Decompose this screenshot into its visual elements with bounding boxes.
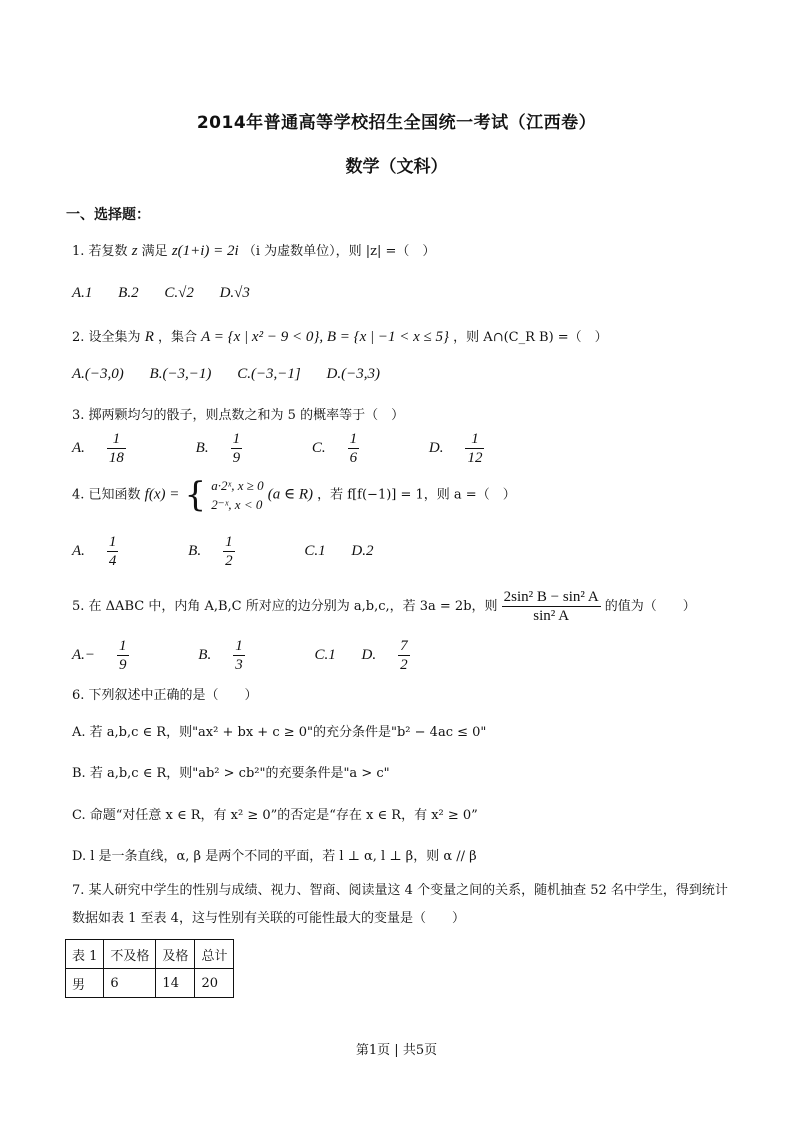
q3-option-d <box>428 431 529 466</box>
q5-a-den: 9 <box>119 657 127 673</box>
q3-a-den: 18 <box>108 450 124 466</box>
question-3: 3. 掷两颗均匀的骰子，则点数之和为 5 的概率等于（ ） <box>72 408 405 423</box>
q4-a-den: 4 <box>108 553 117 569</box>
q1-option-a: A.1 <box>72 285 93 301</box>
q3-option-c <box>311 431 403 466</box>
q4-prefix: 4. 已知函数 <box>72 487 145 503</box>
q5-options <box>72 637 476 674</box>
q3-c-num: 1 <box>349 431 358 447</box>
q4-option-a <box>72 534 162 569</box>
page-footer: 第1页 | 共5页 <box>355 1043 438 1058</box>
q2-option-b: B.(−3,−1) <box>149 366 212 382</box>
q4-condition: (a ∈ R) <box>267 486 314 503</box>
q3-d-letter: D. <box>428 439 444 456</box>
q4-option-c: C.1 <box>304 542 326 559</box>
q6-option-d: D. l 是一条直线，α, β 是两个不同的平面，若 l ⊥ α, l ⊥ β，则 α // β <box>72 849 477 864</box>
q1-var: z <box>131 243 138 259</box>
q5-b-fraction <box>233 637 267 674</box>
q3-d-fraction <box>465 430 506 467</box>
section-heading: 一、选择题： <box>66 207 150 223</box>
q2-option-a: A.(−3,0) <box>72 366 124 382</box>
q4-option-b <box>188 534 278 569</box>
q4-b-fraction <box>223 533 257 570</box>
q1-mid: 满足 <box>141 244 172 259</box>
q4-a-num: 1 <box>108 534 117 550</box>
q3-c-den: 6 <box>349 450 358 466</box>
exam-subtitle: 数学（文科） <box>345 157 448 177</box>
q4-fx: f(x) = <box>144 486 180 503</box>
q5-num: 2sin² B − sin² A <box>503 589 599 605</box>
q1-option-c: C.√2 <box>164 285 194 301</box>
q4-b-letter: B. <box>188 542 202 559</box>
q5-option-c: C.1 <box>314 646 336 663</box>
q2-option-c: C.(−3,−1] <box>237 366 301 382</box>
q5-a-num: 1 <box>119 638 127 654</box>
q5-den: sin² A <box>533 608 570 624</box>
q5-d-den: 2 <box>400 657 408 673</box>
q1-post: （i 为虚数单位），则 |z| =（ ） <box>242 244 436 259</box>
table-cell: 14 <box>156 969 195 998</box>
q3-a-num: 1 <box>107 430 126 449</box>
q3-c-fraction <box>348 430 382 467</box>
q4-post: ，若 f[f(−1)] = 1，则 a =（ ） <box>317 487 516 503</box>
q4-b-num: 1 <box>225 534 233 550</box>
question-5 <box>72 588 696 625</box>
q2-prefix: 2. 设全集为 <box>72 330 141 345</box>
q5-prefix: 5. 在 ΔABC 中，内角 A,B,C 所对应的边分别为 a,b,c,，若 3a = 2b，则 <box>72 599 498 614</box>
table-header-cell: 表 1 <box>66 940 104 969</box>
q5-d-num: 7 <box>400 638 408 654</box>
q4-brace: { <box>184 475 207 515</box>
exam-title: 2014年普通高等学校招生全国统一考试（江西卷） <box>196 113 597 133</box>
q5-b-den: 3 <box>235 657 243 673</box>
table-cell: 男 <box>66 969 104 998</box>
question-1 <box>72 240 435 260</box>
q5-post: 的值为（ ） <box>604 599 696 614</box>
q3-a-fraction <box>107 430 148 467</box>
q2-option-d: D.(−3,3) <box>326 366 380 382</box>
q4-a-letter: A. <box>72 542 85 559</box>
q6-option-b: B. 若 a,b,c ∈ R，则"ab² > cb²"的充要条件是"a > c" <box>72 766 390 781</box>
q4-case-1: a·2ˣ, x ≥ 0 <box>211 478 264 493</box>
q5-a-letter: A.− <box>72 646 96 663</box>
table-header-cell: 总计 <box>195 940 234 969</box>
table-header-cell: 不及格 <box>104 940 156 969</box>
q1-options <box>72 285 272 302</box>
q2-var: R <box>144 329 154 345</box>
q1-prefix: 1. 若复数 <box>72 244 128 259</box>
question-4 <box>72 476 516 514</box>
q4-cases <box>211 476 263 514</box>
q5-a-fraction <box>117 637 151 674</box>
q1-option-b: B.2 <box>118 285 139 301</box>
q2-post: ，则 A∩(C_R B) =（ ） <box>453 330 608 345</box>
q3-options <box>72 430 550 467</box>
q5-d-fraction <box>398 637 432 674</box>
q2-options <box>72 366 402 383</box>
table-1 <box>65 939 234 998</box>
q5-option-a <box>72 638 173 673</box>
q1-expr: z(1+i) = 2i <box>171 243 239 259</box>
q2-expr: A = {x | x² − 9 < 0}, B = {x | −1 < x ≤ 5} <box>201 329 450 345</box>
table-header-row <box>66 940 234 969</box>
q5-option-b <box>198 638 288 673</box>
q3-a-letter: A. <box>72 439 85 456</box>
q3-b-den: 9 <box>232 450 241 466</box>
q4-option-d: D.2 <box>351 542 374 559</box>
table-row <box>66 969 234 998</box>
q5-b-letter: B. <box>198 646 212 663</box>
q6-option-c: C. 命题“对任意 x ∈ R，有 x² ≥ 0”的否定是“存在 x ∈ R，有 x² ≥ 0” <box>72 808 478 823</box>
q1-option-d: D.√3 <box>219 285 250 301</box>
q3-option-a <box>72 431 170 466</box>
q4-options <box>72 533 395 570</box>
q3-b-letter: B. <box>195 439 209 456</box>
q5-b-num: 1 <box>235 638 243 654</box>
q4-b-den: 2 <box>225 553 233 569</box>
q3-option-b <box>195 431 286 466</box>
q3-d-num: 1 <box>465 430 484 449</box>
q6-option-a: A. 若 a,b,c ∈ R，则"ax² + bx + c ≥ 0"的充分条件是"b² − 4ac ≤ 0" <box>72 725 487 740</box>
q4-a-fraction <box>107 533 141 570</box>
q3-b-num: 1 <box>232 431 241 447</box>
q3-c-letter: C. <box>311 439 326 456</box>
table-cell: 6 <box>104 969 156 998</box>
question-7: 7. 某人研究中学生的性别与成绩、视力、智商、阅读量这 4 个变量之间的关系，随机抽查 52 名中学生，得到统计数据如表 1 至表 4，这与性别有关联的可能性最大的变量是（ ） <box>72 883 728 926</box>
q2-mid: ，集合 <box>158 330 202 345</box>
q4-case-2: 2⁻ˣ, x < 0 <box>211 497 263 512</box>
question-2 <box>72 326 608 346</box>
q3-d-den: 12 <box>467 450 483 466</box>
table-header-cell: 及格 <box>156 940 195 969</box>
q5-fraction <box>502 588 601 625</box>
q3-b-fraction <box>231 430 265 467</box>
table-cell: 20 <box>195 969 234 998</box>
q5-d-letter: D. <box>361 646 377 663</box>
question-6: 6. 下列叙述中正确的是（ ） <box>72 688 258 703</box>
q5-option-d <box>361 638 453 673</box>
